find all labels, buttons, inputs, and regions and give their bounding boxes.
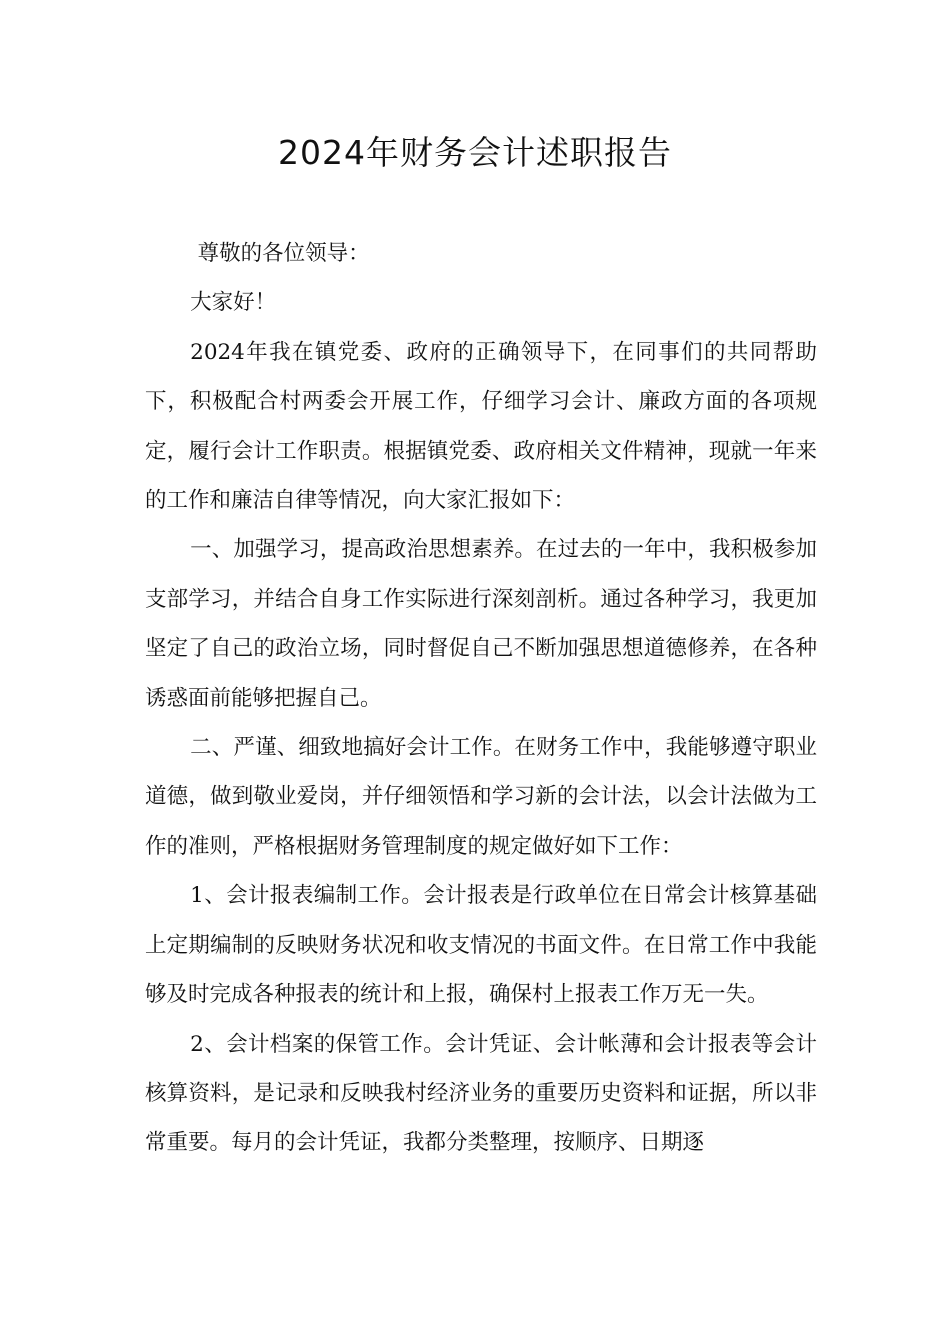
- paragraph-item-2: 2、会计档案的保管工作。会计凭证、会计帐薄和会计报表等会计核算资料，是记录和反映我村经济业务的重要历史资料和证据，所以非常重要。每月的会计凭证，我都分类整理，按顺序、日期逐: [145, 1031, 817, 1156]
- paragraph-item-1: 1、会计报表编制工作。会计报表是行政单位在日常会计核算基础上定期编制的反映财务状况和收支情况的书面文件。在日常工作中我能够及时完成各种报表的统计和上报，确保村上报表工作万无一失。: [145, 883, 817, 1008]
- document-body: [145, 229, 817, 1168]
- salutation: 尊敬的各位领导：: [197, 241, 370, 266]
- document-title: 2024年财务会计述职报告: [278, 133, 672, 172]
- paragraph-section-2: 二、严谨、细致地搞好会计工作。在财务工作中，我能够遵守职业道德，做到敬业爱岗，并仔细领悟和学习新的会计法，以会计法做为工作的准则，严格根据财务管理制度的规定做好如下工作：: [145, 735, 817, 859]
- paragraph-section-1: 一、加强学习，提高政治思想素养。在过去的一年中，我积极参加支部学习，并结合自身工作实际进行深刻剖析。通过各种学习，我更加坚定了自己的政治立场，同时督促自己不断加强思想道德修养，在各种诱惑面前能够把握自己。: [145, 537, 817, 711]
- greeting: 大家好！: [190, 290, 277, 316]
- paragraph-intro: 2024年我在镇党委、政府的正确领导下，在同事们的共同帮助下，积极配合村两委会开展工作，仔细学习会计、廉政方面的各项规定，履行会计工作职责。根据镇党委、政府相关文件精神，现就一年来的工作和廉洁自律等情况，向大家汇报如下：: [145, 339, 817, 514]
